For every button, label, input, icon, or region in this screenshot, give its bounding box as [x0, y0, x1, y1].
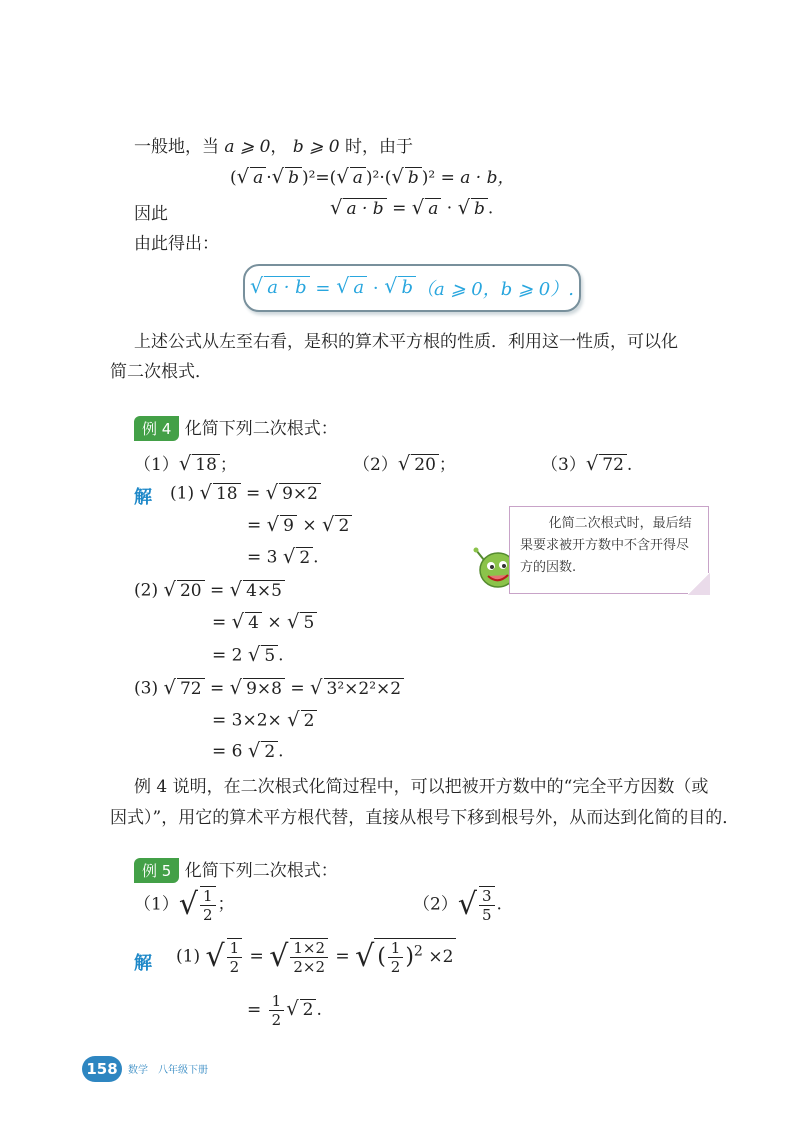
item-label: （2） — [353, 455, 398, 475]
ex5-item2: （2）√ $\frac{3}{5}$ . — [413, 887, 502, 924]
ex4-step2a: (2) √ 20 = √ 4×5 — [134, 580, 285, 602]
formula-condition: （a ⩾ 0，b ⩾ 0）. — [416, 279, 574, 300]
solution-label: 解 — [134, 487, 152, 508]
ex4-step2b: = √ 4 × √ 5 — [212, 612, 317, 634]
derivation-line: ( √ a · √ b )²=( √ a )²·( √ b )² = a · b， — [230, 165, 515, 189]
ex4-item1: （1） √ 18 ； — [134, 452, 237, 476]
derivation-rhs: = a · b， — [440, 168, 515, 188]
ex4-item3: （3） √ 72 . — [541, 452, 633, 476]
footer-book-title: 数学 八年级下册 — [128, 1065, 208, 1076]
example5-prompt: 化简下列二次根式： — [184, 861, 338, 881]
radicand: 18 — [192, 454, 220, 476]
formula-box: √ a · b = √ a · √ b （a ⩾ 0，b ⩾ 0）. — [243, 264, 581, 312]
property-text-line1: 上述公式从左至右看，是积的算术平方根的性质．利用这一性质，可以化 — [134, 332, 678, 352]
explanation-line1: 例 4 说明，在二次根式化简过程中，可以把被开方数中的“完全平方因数（或 — [134, 777, 709, 797]
solution-label-5: 解 — [134, 953, 152, 974]
condition-a: a ⩾ 0 — [224, 137, 271, 157]
numerator: 1 — [200, 887, 216, 906]
example5-header — [134, 856, 338, 883]
example5-badge: 例 5 — [134, 858, 179, 883]
ex4-step2c: = 2 √ 5 . — [212, 643, 284, 666]
ex4-step3a: (3) √ 72 = √ 9×8 = √ 3²×2²×2 — [134, 678, 404, 700]
ex5-step1a: (1) √ $\frac{1}{2}$ = √ $\frac{1\times 2}{2\times 2}$ = √ ( $\frac{1}{2}$ )$^2$ ×2 — [176, 938, 456, 976]
ex4-step1a: (1) √ 18 = √ 9×2 — [170, 483, 321, 505]
ex4-step1b: = √ 9 × √ 2 — [247, 515, 352, 537]
ex5-item1: （1）√ $\frac{1}{2}$ ； — [134, 887, 235, 924]
therefore-label: 因此 — [134, 204, 168, 224]
page-fold-icon — [688, 573, 710, 595]
intro-text: 一般地，当 — [134, 137, 219, 157]
ex5-step1b: = $\frac{1}{2}$ √ 2 . — [247, 992, 322, 1029]
denominator: 2 — [202, 906, 213, 924]
product-rule-equation: √ a · b = √ a · √ b . — [330, 196, 494, 219]
radicand: 72 — [599, 454, 627, 476]
note-card — [509, 506, 709, 594]
example4-prompt: 化简下列二次根式： — [184, 419, 338, 439]
ex4-item2: （2） √ 20 ； — [353, 452, 456, 476]
item-label: （1） — [134, 455, 179, 475]
numerator: 3 — [479, 887, 495, 906]
page-number: 158 — [82, 1056, 122, 1082]
condition-b: b ⩾ 0 — [292, 137, 340, 157]
property-text-line2: 简二次根式． — [110, 362, 212, 382]
intro-line — [134, 132, 413, 157]
ex4-step3b: = 3×2× √ 2 — [212, 710, 317, 732]
ex4-step1c: = 3 √ 2 . — [247, 545, 319, 568]
explanation-line2: 因式）”，用它的算术平方根代替，直接从根号下移到根号外，从而达到化简的目的． — [110, 808, 740, 828]
item-label: （2） — [413, 894, 458, 915]
conclusion-label: 由此得出： — [134, 234, 219, 254]
separator: ， — [270, 137, 288, 157]
intro-end: 时，由于 — [344, 137, 413, 157]
item-label: （3） — [541, 455, 586, 475]
example4-header — [134, 414, 338, 441]
item-label: （1） — [134, 894, 179, 915]
note-text: 化简二次根式时，最后结果要求被开方数中不含开得尽方的因数. — [520, 516, 692, 575]
denominator: 5 — [481, 906, 492, 924]
radicand: 20 — [411, 454, 439, 476]
ex4-step3c: = 6 √ 2 . — [212, 739, 284, 762]
example4-badge: 例 4 — [134, 416, 179, 441]
